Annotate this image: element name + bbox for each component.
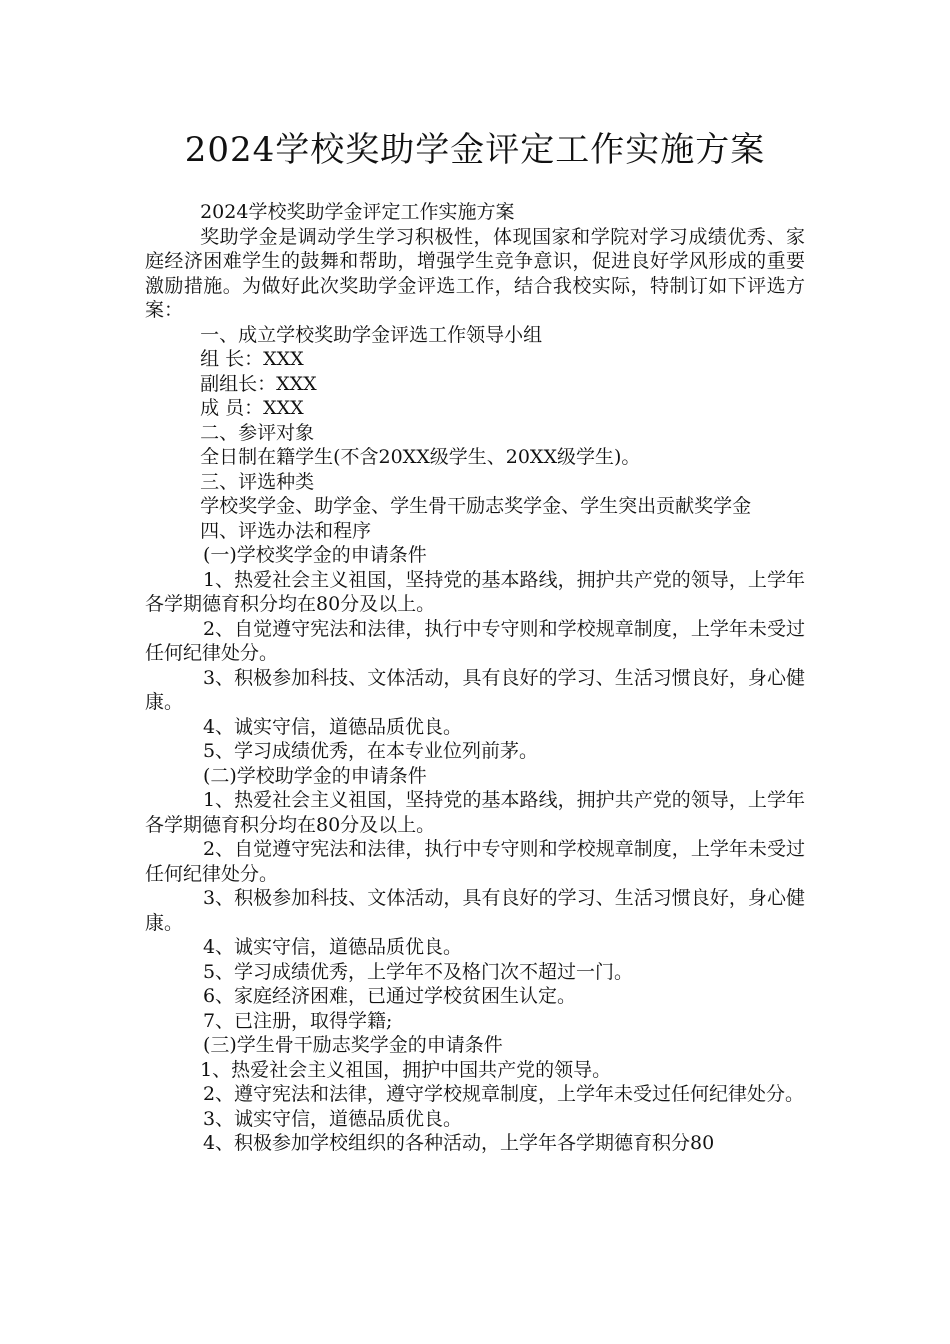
list-item: 3、诚实守信，道德品质优良。 (202, 1107, 463, 1130)
list-item: 1、热爱社会主义祖国，拥护中国共产党的领导。 (200, 1058, 612, 1081)
list-item: 7、已注册，取得学籍; (202, 1009, 393, 1032)
paragraph-deputy: 副组长：XXX (200, 372, 317, 395)
subsection-heading-2: (二)学校助学金的申请条件 (202, 764, 427, 787)
paragraph-intro: 奖助学金是调动学生学习积极性，体现国家和学院对学习成绩优秀、家庭经济困难学生的鼓舞和帮助，增强学生竞争意识，促进良好学风形成的重要激励措施。为做好此次奖助学金评选工作，结合我校实际，特制订如下评选方案： (145, 225, 805, 321)
list-item: 3、积极参加科技、文体活动，具有良好的学习、生活习惯良好，身心健康。 (145, 666, 805, 713)
list-item: 4、积极参加学校组织的各种活动，上学年各学期德育积分80 (202, 1132, 715, 1154)
subsection-heading-1: (一)学校奖学金的申请条件 (202, 544, 427, 566)
document-title: 2024学校奖助学金评定工作实施方案 (184, 130, 766, 170)
list-item: 2、自觉遵守宪法和法律，执行中专守则和学校规章制度，上学年未受过任何纪律处分。 (145, 617, 805, 664)
list-item: 3、积极参加科技、文体活动，具有良好的学习、生活习惯良好，身心健康。 (145, 887, 805, 934)
section-heading-2: 二、参评对象 (200, 421, 315, 444)
paragraph-award-types: 学校奖学金、助学金、学生骨干励志奖学金、学生突出贡献奖学金 (200, 495, 752, 517)
list-item: 5、学习成绩优秀，上学年不及格门次不超过一门。 (202, 960, 634, 983)
list-item: 4、诚实守信，道德品质优良。 (202, 936, 463, 958)
section-heading-1: 一、成立学校奖助学金评选工作领导小组 (200, 323, 543, 346)
list-item: 1、热爱社会主义祖国，坚持党的基本路线，拥护共产党的领导，上学年各学期德育积分均在80分及以上。 (145, 568, 805, 615)
list-item: 6、家庭经济困难，已通过学校贫困生认定。 (202, 985, 577, 1007)
section-heading-4: 四、评选办法和程序 (200, 519, 372, 542)
list-item: 2、自觉遵守宪法和法律，执行中专守则和学校规章制度，上学年未受过任何纪律处分。 (145, 838, 805, 885)
list-item: 5、学习成绩优秀，在本专业位列前茅。 (202, 740, 539, 762)
section-heading-3: 三、评选种类 (200, 470, 315, 493)
paragraph-members: 成 员：XXX (200, 397, 304, 419)
paragraph-leader: 组 长：XXX (200, 348, 304, 370)
list-item: 2、遵守宪法和法律，遵守学校规章制度，上学年未受过任何纪律处分。 (202, 1083, 805, 1105)
paragraph-subtitle: 2024学校奖助学金评定工作实施方案 (200, 201, 515, 223)
subsection-heading-3: (三)学生骨干励志奖学金的申请条件 (202, 1034, 503, 1056)
list-item: 4、诚实守信，道德品质优良。 (202, 715, 463, 738)
list-item: 1、热爱社会主义祖国，坚持党的基本路线，拥护共产党的领导，上学年各学期德育积分均在80分及以上。 (145, 789, 805, 836)
document-body (145, 200, 805, 1156)
paragraph-eligible: 全日制在籍学生(不含20XX级学生、20XX级学生)。 (200, 446, 641, 468)
